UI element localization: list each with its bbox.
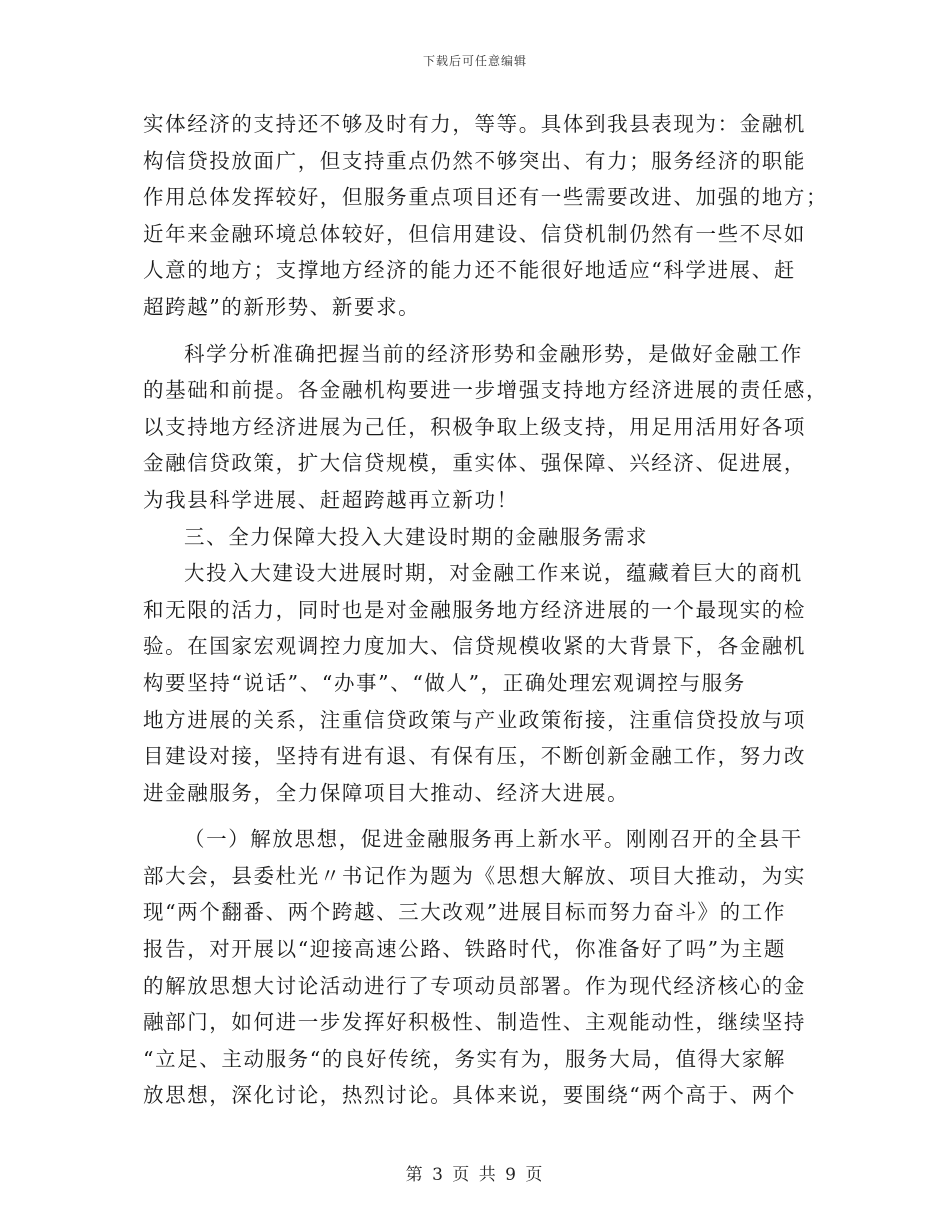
- text-line: （一）解放思想，促进金融服务再上新水平。刚刚召开的全县干: [184, 827, 803, 852]
- text-line: 为我县科学进展、赶超跨越再立新功！: [143, 487, 519, 512]
- text-line: 进金融服务，全力保障项目大推动、经济大进展。: [143, 780, 630, 805]
- document-body: [143, 106, 829, 1114]
- text-line: 验。在国家宏观调控力度加大、信贷规模收紧的大背景下，各金融机: [143, 634, 806, 659]
- text-line: 的解放思想大讨论活动进行了专项动员部署。作为现代经济核心的金: [143, 973, 806, 998]
- text-line: 金融信贷政策，扩大信贷规模，重实体、强保障、兴经济、促进展，: [143, 451, 806, 476]
- section-heading: [143, 519, 805, 556]
- text-line: 科学分析准确把握当前的经济形势和金融形势，是做好金融工作: [184, 341, 803, 366]
- text-line: 现“两个翻番、两个跨越、三大改观”进展目标而努力奋斗》的工作: [143, 900, 786, 925]
- paragraph: [143, 336, 829, 519]
- text-line: 融部门，如何进一步发挥好积极性、制造性、主观能动性，继续坚持: [143, 1010, 806, 1035]
- text-line: “立足、主动服务“的良好传统，务实有为，服务大局，值得大家解: [143, 1046, 786, 1071]
- text-line: 目建设对接，坚持有进有退、有保有压，不断创新金融工作，努力改: [143, 744, 806, 769]
- text-line: 构要坚持“说话”、“办事”、“做人”，正确处理宏观调控与服务: [143, 670, 746, 695]
- text-line: 构信贷投放面广，但支持重点仍然不够突出、有力；服务经济的职能: [143, 148, 806, 173]
- text-line: 人意的地方；支撑地方经济的能力还不能很好地适应“科学进展、赶: [143, 258, 796, 283]
- page-header: 下载后可任意编辑: [422, 54, 527, 68]
- text-line: 以支持地方经济进展为己任，积极争取上级支持，用足用活用好各项: [143, 414, 806, 439]
- text-line: 近年来金融环境总体较好，但信用建设、信贷机制仍然有一些不尽如: [143, 221, 806, 246]
- text-line: 超跨越”的新形势、新要求。: [143, 294, 421, 319]
- text-line: 实体经济的支持还不够及时有力，等等。具体到我县表现为：金融机: [143, 112, 806, 136]
- text-line: 作用总体发挥较好，但服务重点项目还有一些需要改进、加强的地方；: [143, 185, 829, 210]
- text-line: 地方进展的关系，注重信贷政策与产业政策衔接，注重信贷投放与项: [143, 707, 806, 732]
- paragraph: [143, 106, 829, 326]
- text-line: 和无限的活力，同时也是对金融服务地方经济进展的一个最现实的检: [143, 597, 806, 622]
- paragraph: [143, 555, 805, 811]
- text-line: 的基础和前提。各金融机构要进一步增强支持地方经济进展的责任感，: [143, 378, 829, 403]
- page-footer: 第 3 页 共 9 页: [405, 1165, 545, 1185]
- text-line: 放思想，深化讨论，热烈讨论。具体来说，要围绕“两个高于、两个: [143, 1083, 796, 1108]
- paragraph: [143, 821, 805, 1114]
- text-line: 报告，对开展以“迎接高速公路、铁路时代，你准备好了吗”为主题: [143, 937, 786, 962]
- heading-line: 三、全力保障大投入大建设时期的金融服务需求: [184, 524, 649, 549]
- text-line: 大投入大建设大进展时期，对金融工作来说，蕴藏着巨大的商机: [184, 561, 803, 586]
- text-line: 部大会，县委杜光〃书记作为题为《思想大解放、项目大推动，为实: [143, 863, 806, 888]
